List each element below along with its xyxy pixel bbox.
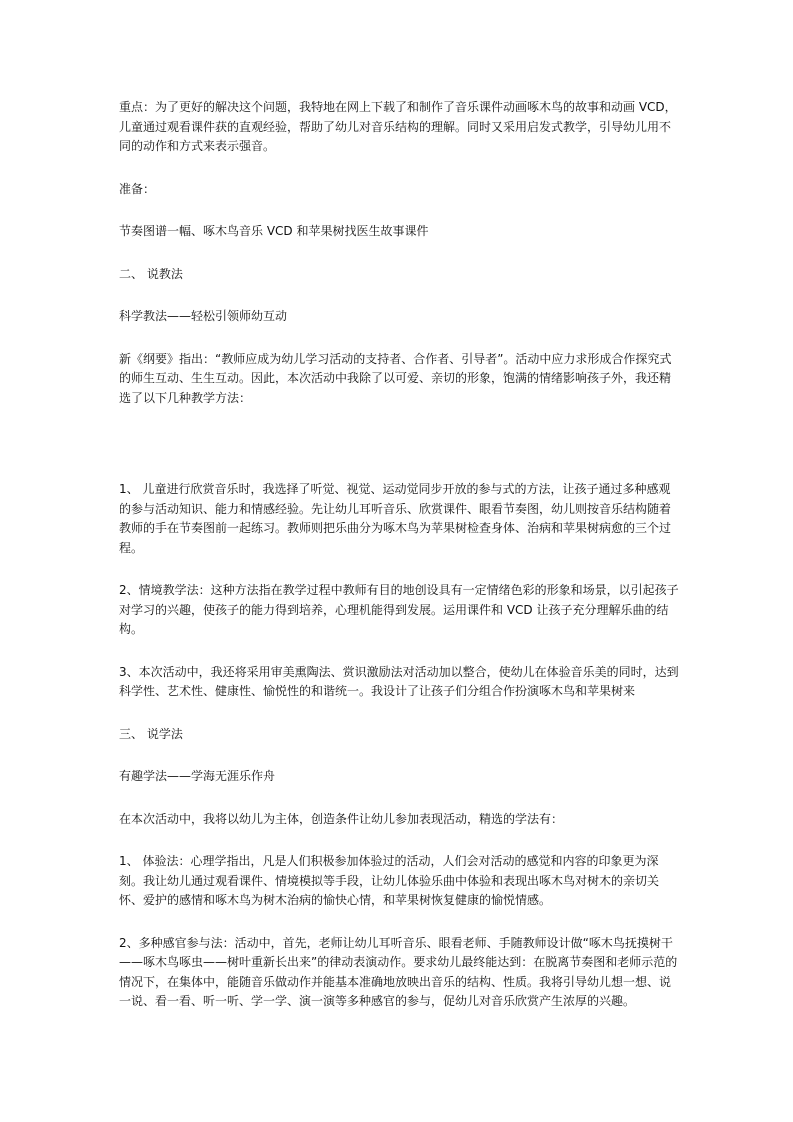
paragraph-method-2: 2、情境教学法：这种方法指在教学过程中教师有目的地创设具有一定情绪色彩的形象和场景，以引起孩子对学习的兴趣，使孩子的能力得到培养，心理机能得到发展。运用课件和 VCD 让孩子充分理解乐曲的结构。 (119, 583, 679, 636)
document-body (119, 98, 679, 1035)
subheading-fun-learning: 有趣学法——学海无涯乐作舟 (119, 769, 276, 783)
section-heading-learning-method: 三、 说学法 (119, 726, 183, 741)
paragraph-key-point: 重点：为了更好的解决这个问题，我特地在网上下载了和制作了音乐课件动画啄木鸟的故事和动画 VCD，儿童通过观看课件获的直观经验，帮助了幼儿对音乐结构的理解。同时又采用启发式教学，引导幼儿用不同的动作和方式来表示强音。 (119, 100, 677, 153)
subheading-scientific-teaching: 科学教法——轻松引领师幼互动 (119, 309, 288, 323)
paragraph-learning-intro: 在本次活动中，我将以幼儿为主体，创造条件让幼儿参加表现活动，精选的学法有： (119, 811, 564, 826)
paragraph-learning-2: 2、多种感官参与法：活动中，首先，老师让幼儿耳听音乐、眼看老师、手随教师设计做“啄木鸟抚摸树干——啄木鸟啄虫——树叶重新长出来”的律动表演动作。要求幼儿最终能达到：在脱离节奏图和老师示范的情况下，在集体中，能随音乐做动作并能基本准确地放映出音乐的结构、性质。我将引导幼儿想一想、说一说、看一看、听一听、学一学、演一演等多种感官的参与，促幼儿对音乐欣赏产生浓厚的兴趣。 (119, 935, 678, 1008)
paragraph-spacer (119, 431, 679, 480)
paragraph-learning-1: 1、 体验法：心理学指出，凡是人们积极参加体验过的活动，人们会对活动的感觉和内容的印象更为深刻。我让幼儿通过观看课件、情境模拟等手段，让幼儿体验乐曲中体验和表现出啄木鸟对树木的亲切关怀、爱护的感情和啄木鸟为树木治病的愉快心情，和苹果树恢复健康的愉悦情感。 (119, 854, 660, 907)
paragraph-outline-quote: 新《纲要》指出：“教师应成为幼儿学习活动的支持者、合作者、引导者”。活动中应力求形成合作探究式的师生互动、生生互动。因此，本次活动中我除了以可爱、亲切的形象，饱满的情绪影响孩子外，我还精选了以下几种教学方法： (119, 351, 672, 405)
paragraph-preparation-materials: 节奏图谱一幅、啄木鸟音乐 VCD 和苹果树找医生故事课件 (119, 224, 429, 238)
paragraph-method-1: 1、 儿童进行欣赏音乐时，我选择了听觉、视觉、运动觉同步开放的参与式的方法，让孩子通过多种感观的参与活动知识、能力和情感经验。先让幼儿耳听音乐、欣赏课件、眼看节奏图，幼儿则按音乐结构随着教师的手在节奏图前一起练习。教师则把乐曲分为啄木鸟为苹果树检查身体、治病和苹果树病愈的三个过程。 (119, 482, 672, 555)
paragraph-preparation-label: 准备： (119, 181, 156, 196)
section-heading-teaching-method: 二、 说教法 (119, 266, 183, 281)
paragraph-method-3: 3、本次活动中，我还将采用审美熏陶法、赏识激励法对活动加以整合，使幼儿在体验音乐美的同时，达到科学性、艺术性、健康性、愉悦性的和谐统一。我设计了让孩子们分组合作扮演啄木鸟和苹果树来 (119, 664, 679, 698)
